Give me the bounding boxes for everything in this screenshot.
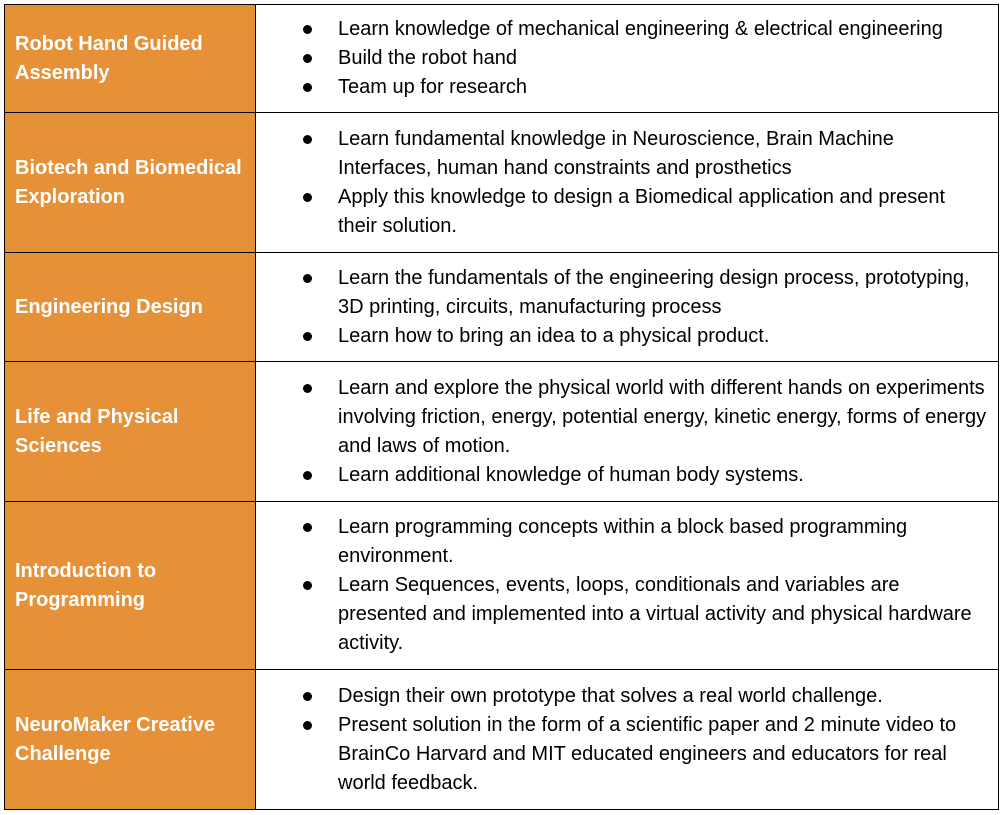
list-item [256,571,988,658]
details-cell [256,362,999,502]
table-row-biotech [5,113,999,253]
bullet-icon [303,471,312,480]
bullet-list [256,125,988,241]
bullet-list [256,682,988,798]
bullet-icon [303,692,312,701]
bullet-icon [303,581,312,590]
bullet-text: Learn the fundamentals of the engineering design process, prototyping, 3D printing, circuits, manufacturing process [338,266,970,318]
bullet-text: Learn fundamental knowledge in Neuroscience, Brain Machine Interfaces, human hand constraints and prosthetics [338,127,894,179]
details-cell [256,252,999,361]
table-row-robot-hand [5,5,999,113]
table-row-creative-challenge [5,670,999,810]
curriculum-table [4,4,999,810]
topic-cell: Robot Hand Guided Assembly [5,5,256,113]
list-item [256,322,988,351]
bullet-icon [303,193,312,202]
details-cell [256,113,999,253]
bullet-icon [303,721,312,730]
list-item [256,264,988,322]
topic-cell: Biotech and Biomedical Exploration [5,113,256,253]
bullet-text: Team up for research [338,76,527,99]
bullet-text: Learn knowledge of mechanical engineering & electrical engineering [338,18,943,41]
list-item [256,513,988,571]
topic-cell: Introduction to Programming [5,501,256,670]
bullet-text: Present solution in the form of a scientific paper and 2 minute video to BrainCo Harvard and MIT educated engineers and educators for real world feedback. [338,713,957,794]
bullet-list [256,374,988,490]
list-item [256,682,988,711]
list-item [256,15,988,44]
bullet-icon [303,274,312,283]
bullet-icon [303,83,312,92]
bullet-list [256,264,988,351]
bullet-icon [303,332,312,341]
list-item [256,461,988,490]
bullet-icon [303,135,312,144]
list-item [256,44,988,73]
list-item [256,374,988,461]
details-cell [256,670,999,810]
bullet-text: Learn and explore the physical world with different hands on experiments involving friction, energy, potential energy, kinetic energy, forms of energy and laws of motion. [338,376,987,457]
details-cell [256,501,999,670]
table-row-programming [5,501,999,670]
list-item [256,73,988,102]
bullet-icon [303,523,312,532]
bullet-icon [303,54,312,63]
bullet-list [256,15,988,102]
table-row-engineering-design [5,252,999,361]
bullet-text: Learn Sequences, events, loops, conditionals and variables are presented and implemented into a virtual activity and physical hardware activity. [338,574,972,655]
bullet-text: Learn how to bring an idea to a physical product. [338,324,770,347]
list-item [256,183,988,241]
list-item [256,125,988,183]
bullet-list [256,513,988,658]
bullet-text: Build the robot hand [338,47,518,70]
table-row-life-physical-sciences [5,362,999,502]
bullet-text: Learn programming concepts within a block based programming environment. [338,516,908,568]
topic-cell: Engineering Design [5,252,256,361]
details-cell [256,5,999,113]
bullet-icon [303,25,312,34]
bullet-icon [303,384,312,393]
topic-cell: NeuroMaker Creative Challenge [5,670,256,810]
bullet-text: Design their own prototype that solves a real world challenge. [338,684,883,707]
topic-cell: Life and Physical Sciences [5,362,256,502]
list-item [256,711,988,798]
bullet-text: Apply this knowledge to design a Biomedical application and present their solution. [338,185,946,237]
bullet-text: Learn additional knowledge of human body systems. [338,463,804,486]
